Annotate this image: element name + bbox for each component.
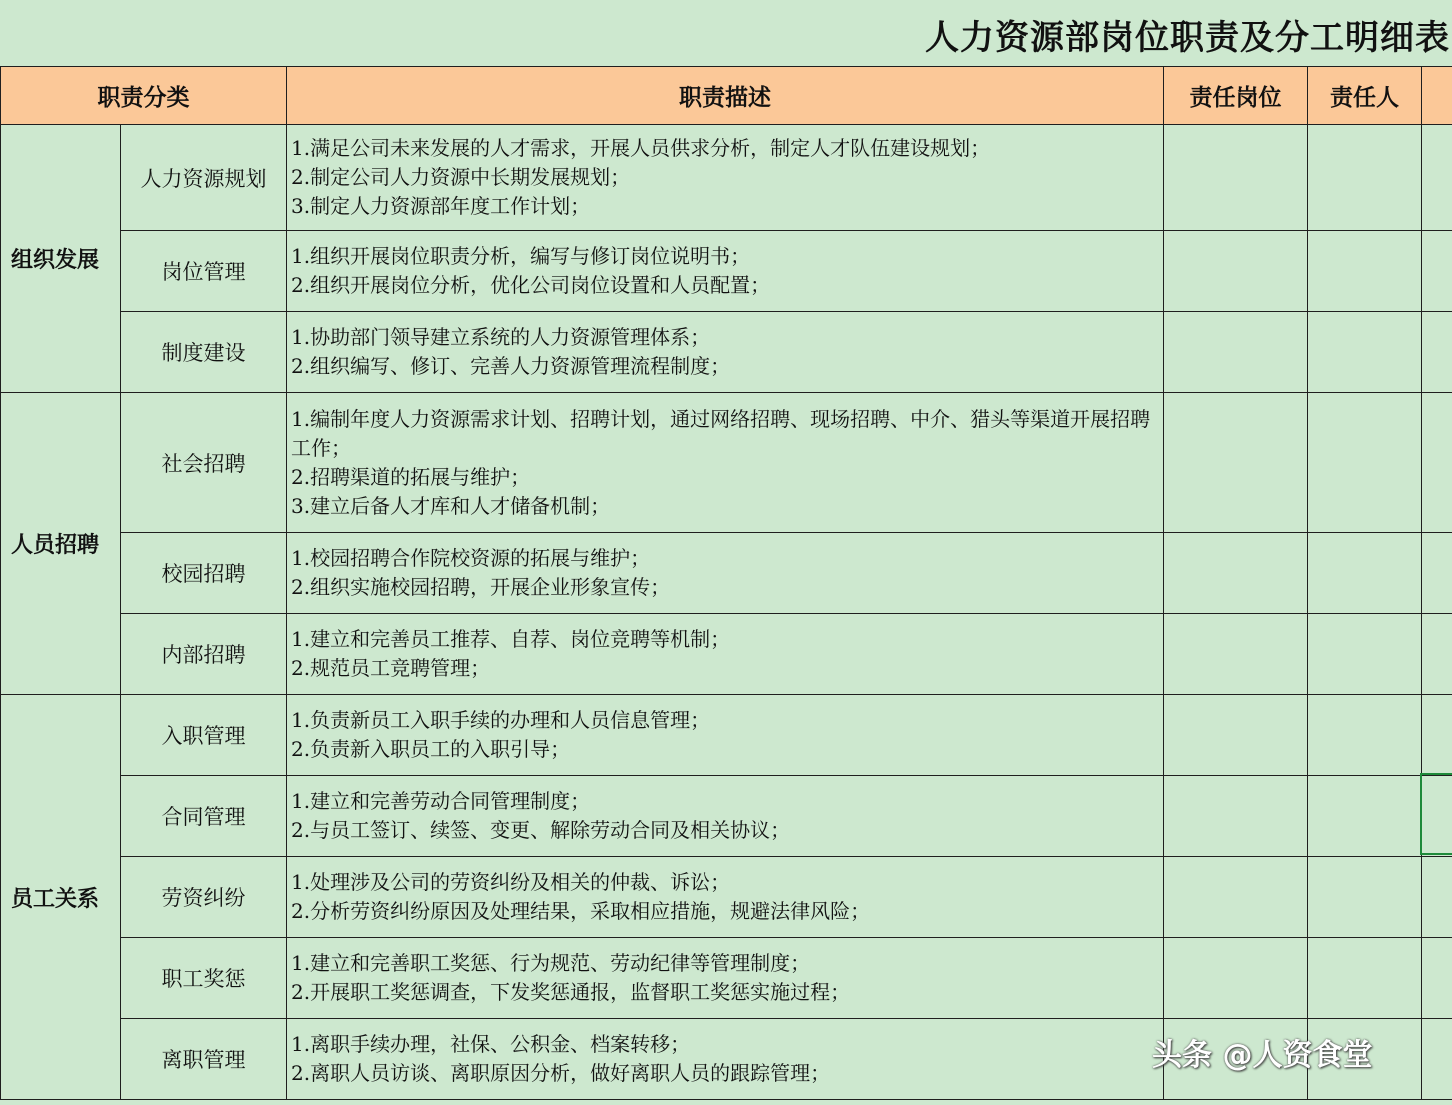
extra-cell[interactable] bbox=[1422, 776, 1452, 857]
table-row bbox=[1, 776, 1452, 857]
person-cell[interactable] bbox=[1308, 533, 1422, 614]
description-line: 1.建立和完善员工推荐、自荐、岗位竞聘等机制； bbox=[291, 627, 731, 651]
header-person[interactable]: 责任人 bbox=[1308, 67, 1422, 125]
description-line: 1.组织开展岗位职责分析，编写与修订岗位说明书； bbox=[291, 244, 751, 268]
person-cell[interactable] bbox=[1308, 695, 1422, 776]
person-cell[interactable] bbox=[1308, 614, 1422, 695]
position-cell[interactable] bbox=[1164, 312, 1308, 393]
position-cell[interactable] bbox=[1164, 533, 1308, 614]
description-cell[interactable] bbox=[287, 695, 1164, 776]
description-cell[interactable] bbox=[287, 125, 1164, 231]
description-line: 1.负责新员工入职手续的办理和人员信息管理； bbox=[291, 708, 711, 732]
description-cell[interactable] bbox=[287, 393, 1164, 533]
description-line: 1.编制年度人力资源需求计划、招聘计划，通过网络招聘、现场招聘、中介、猎头等渠道开展招聘工作； bbox=[291, 406, 1151, 460]
description-line: 1.校园招聘合作院校资源的拓展与维护； bbox=[291, 546, 651, 570]
table-row bbox=[1, 533, 1452, 614]
duty-table bbox=[0, 66, 1452, 1100]
description-cell[interactable] bbox=[287, 312, 1164, 393]
watermark: 头条 @人资食堂 bbox=[1152, 1038, 1373, 1073]
subcategory-cell[interactable]: 人力资源规划 bbox=[121, 125, 287, 231]
extra-cell[interactable] bbox=[1422, 125, 1452, 231]
table-row bbox=[1, 125, 1452, 231]
table-body bbox=[1, 125, 1452, 1100]
position-cell[interactable] bbox=[1164, 776, 1308, 857]
description-line: 2.负责新入职员工的入职引导； bbox=[291, 737, 571, 761]
description-cell[interactable] bbox=[287, 1019, 1164, 1100]
person-cell[interactable] bbox=[1308, 857, 1422, 938]
header-description[interactable]: 职责描述 bbox=[287, 67, 1164, 125]
title-row bbox=[0, 0, 1452, 66]
person-cell[interactable] bbox=[1308, 776, 1422, 857]
sheet-title: 人力资源部岗位职责及分工明细表 bbox=[925, 18, 1450, 58]
description-line: 2.离职人员访谈、离职原因分析，做好离职人员的跟踪管理； bbox=[291, 1061, 831, 1085]
table-row bbox=[1, 312, 1452, 393]
description-line: 3.制定人力资源部年度工作计划； bbox=[291, 194, 591, 218]
extra-cell[interactable] bbox=[1422, 393, 1452, 533]
description-line: 1.建立和完善职工奖惩、行为规范、劳动纪律等管理制度； bbox=[291, 951, 811, 975]
category-cell[interactable]: 人员招聘 bbox=[1, 393, 121, 695]
description-cell[interactable] bbox=[287, 231, 1164, 312]
header-position[interactable]: 责任岗位 bbox=[1164, 67, 1308, 125]
header-extra[interactable] bbox=[1422, 67, 1452, 125]
description-line: 2.开展职工奖惩调查，下发奖惩通报，监督职工奖惩实施过程； bbox=[291, 980, 851, 1004]
subcategory-cell[interactable]: 制度建设 bbox=[121, 312, 287, 393]
position-cell[interactable] bbox=[1164, 857, 1308, 938]
description-line: 2.与员工签订、续签、变更、解除劳动合同及相关协议； bbox=[291, 818, 791, 842]
extra-cell[interactable] bbox=[1422, 857, 1452, 938]
extra-cell[interactable] bbox=[1422, 533, 1452, 614]
subcategory-cell[interactable]: 校园招聘 bbox=[121, 533, 287, 614]
subcategory-cell[interactable]: 社会招聘 bbox=[121, 393, 287, 533]
description-line: 1.处理涉及公司的劳资纠纷及相关的仲裁、诉讼； bbox=[291, 870, 731, 894]
table-row bbox=[1, 231, 1452, 312]
position-cell[interactable] bbox=[1164, 938, 1308, 1019]
description-line: 2.组织开展岗位分析，优化公司岗位设置和人员配置； bbox=[291, 273, 771, 297]
extra-cell[interactable] bbox=[1422, 231, 1452, 312]
table-row bbox=[1, 695, 1452, 776]
subcategory-cell[interactable]: 合同管理 bbox=[121, 776, 287, 857]
extra-cell[interactable] bbox=[1422, 614, 1452, 695]
position-cell[interactable] bbox=[1164, 695, 1308, 776]
subcategory-cell[interactable]: 离职管理 bbox=[121, 1019, 287, 1100]
description-line: 2.制定公司人力资源中长期发展规划； bbox=[291, 165, 631, 189]
position-cell[interactable] bbox=[1164, 231, 1308, 312]
position-cell[interactable] bbox=[1164, 125, 1308, 231]
description-line: 1.满足公司未来发展的人才需求，开展人员供求分析，制定人才队伍建设规划； bbox=[291, 136, 991, 160]
description-cell[interactable] bbox=[287, 857, 1164, 938]
header-category[interactable]: 职责分类 bbox=[1, 67, 287, 125]
person-cell[interactable] bbox=[1308, 938, 1422, 1019]
extra-cell[interactable] bbox=[1422, 695, 1452, 776]
subcategory-cell[interactable]: 内部招聘 bbox=[121, 614, 287, 695]
table-row bbox=[1, 857, 1452, 938]
description-cell[interactable] bbox=[287, 776, 1164, 857]
description-line: 2.规范员工竞聘管理； bbox=[291, 656, 491, 680]
description-line: 2.招聘渠道的拓展与维护； bbox=[291, 464, 531, 489]
table-row bbox=[1, 938, 1452, 1019]
description-line: 1.协助部门领导建立系统的人力资源管理体系； bbox=[291, 325, 711, 349]
person-cell[interactable] bbox=[1308, 312, 1422, 393]
table-row bbox=[1, 614, 1452, 695]
extra-cell[interactable] bbox=[1422, 312, 1452, 393]
position-cell[interactable] bbox=[1164, 614, 1308, 695]
extra-cell[interactable] bbox=[1422, 1019, 1452, 1100]
person-cell[interactable] bbox=[1308, 393, 1422, 533]
description-cell[interactable] bbox=[287, 614, 1164, 695]
description-cell[interactable] bbox=[287, 938, 1164, 1019]
description-line: 2.组织编写、修订、完善人力资源管理流程制度； bbox=[291, 354, 731, 378]
person-cell[interactable] bbox=[1308, 125, 1422, 231]
subcategory-cell[interactable]: 岗位管理 bbox=[121, 231, 287, 312]
extra-cell[interactable] bbox=[1422, 938, 1452, 1019]
category-cell[interactable]: 员工关系 bbox=[1, 695, 121, 1100]
subcategory-cell[interactable]: 入职管理 bbox=[121, 695, 287, 776]
subcategory-cell[interactable]: 劳资纠纷 bbox=[121, 857, 287, 938]
person-cell[interactable] bbox=[1308, 231, 1422, 312]
description-line: 3.建立后备人才库和人才储备机制； bbox=[291, 493, 611, 518]
table-row bbox=[1, 393, 1452, 533]
position-cell[interactable] bbox=[1164, 393, 1308, 533]
description-line: 1.建立和完善劳动合同管理制度； bbox=[291, 789, 591, 813]
header-row bbox=[1, 67, 1452, 125]
category-cell[interactable]: 组织发展 bbox=[1, 125, 121, 393]
subcategory-cell[interactable]: 职工奖惩 bbox=[121, 938, 287, 1019]
description-cell[interactable] bbox=[287, 533, 1164, 614]
description-line: 1.离职手续办理，社保、公积金、档案转移； bbox=[291, 1032, 691, 1056]
description-line: 2.分析劳资纠纷原因及处理结果，采取相应措施，规避法律风险； bbox=[291, 899, 871, 923]
description-line: 2.组织实施校园招聘，开展企业形象宣传； bbox=[291, 575, 671, 599]
